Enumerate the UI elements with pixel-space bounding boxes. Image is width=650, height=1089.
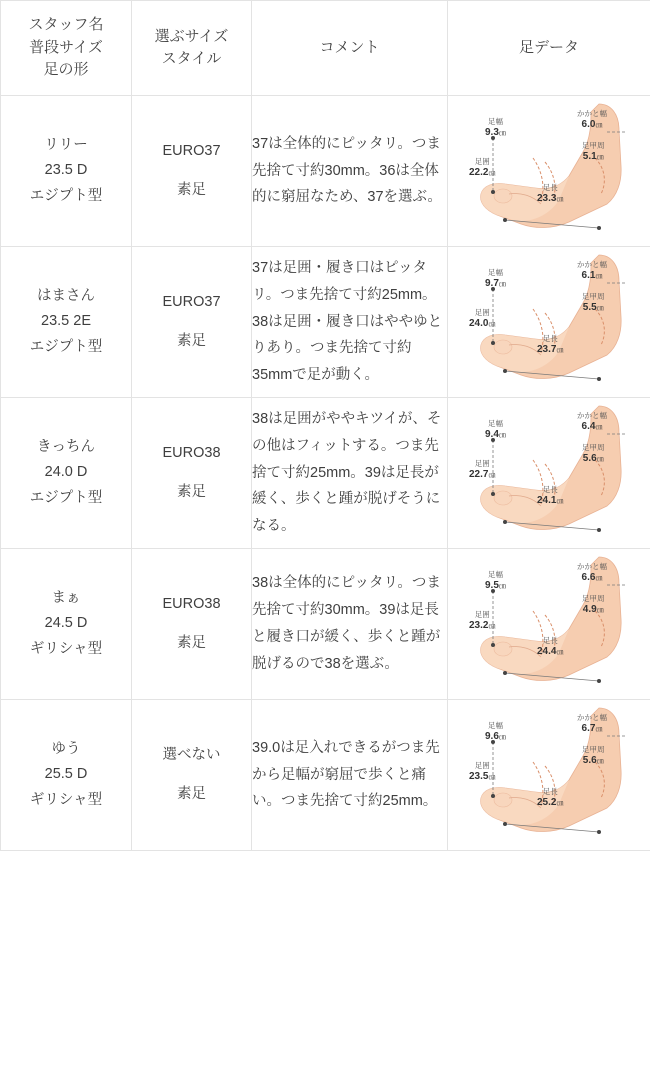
comment-cell: 37は全体的にピッタリ。つま先捨て寸約30mm。36は全体的に窮屈なため、37を選ぶ。 [252, 96, 448, 247]
measure-foot-circumference: 足囲 22.7㎝ [469, 459, 496, 480]
table-row [1, 700, 650, 851]
measure-instep-circumference: 足甲周 5.6㎝ [582, 443, 605, 464]
measure-foot-length: 足長 24.1㎝ [537, 485, 564, 506]
table-header-row [1, 1, 650, 96]
staff-cell: はまさん 23.5 2E エジプト型 [1, 247, 132, 398]
measure-heel-width: かかと幅 6.4㎝ [577, 411, 607, 432]
staff-cell: まぁ 24.5 D ギリシャ型 [1, 549, 132, 700]
table-row [1, 398, 650, 549]
comment-cell: 38は全体的にピッタリ。つま先捨て寸約30mm。39は足長と履き口が緩く、歩くと踵が脱げるので38を選ぶ。 [252, 549, 448, 700]
measure-foot-width: 足幅 9.4㎝ [485, 419, 506, 440]
header-size: 選ぶサイズ スタイル [132, 1, 252, 96]
header-comment: コメント [252, 1, 448, 96]
table-row [1, 96, 650, 247]
measure-instep-circumference: 足甲周 4.9㎝ [582, 594, 605, 615]
table-row [1, 549, 650, 700]
measure-heel-width: かかと幅 6.0㎝ [577, 109, 607, 130]
measure-foot-width: 足幅 9.5㎝ [485, 570, 506, 591]
header-staff: スタッフ名 普段サイズ 足の形 [1, 1, 132, 96]
measure-foot-width: 足幅 9.6㎝ [485, 721, 506, 742]
measure-instep-circumference: 足甲周 5.6㎝ [582, 745, 605, 766]
measure-heel-width: かかと幅 6.7㎝ [577, 713, 607, 734]
measure-foot-circumference: 足囲 23.5㎝ [469, 761, 496, 782]
foot-data-cell [448, 700, 650, 851]
size-cell: EURO37 素足 [132, 96, 252, 247]
comment-cell: 38は足囲がややキツイが、その他はフィットする。つま先捨て寸約25mm。39は足長が緩く、歩くと踵が脱げそうになる。 [252, 398, 448, 549]
table-row [1, 247, 650, 398]
size-gap [132, 768, 251, 782]
comment-cell: 39.0は足入れできるがつま先から足幅が窮屈で歩くと痛い。つま先捨て寸約25mm。 [252, 700, 448, 851]
measure-foot-length: 足長 23.3㎝ [537, 183, 564, 204]
size-gap [132, 315, 251, 329]
measure-foot-length: 足長 25.2㎝ [537, 787, 564, 808]
staff-cell: ゆう 25.5 D ギリシャ型 [1, 700, 132, 851]
size-gap [132, 617, 251, 631]
measure-heel-width: かかと幅 6.1㎝ [577, 260, 607, 281]
measure-foot-circumference: 足囲 24.0㎝ [469, 308, 496, 329]
size-cell: 選べない 素足 [132, 700, 252, 851]
measure-foot-width: 足幅 9.3㎝ [485, 117, 506, 138]
size-cell: EURO37 素足 [132, 247, 252, 398]
measure-foot-length: 足長 24.4㎝ [537, 636, 564, 657]
size-gap [132, 164, 251, 178]
foot-data-cell [448, 96, 650, 247]
measure-foot-length: 足長 23.7㎝ [537, 334, 564, 355]
size-cell: EURO38 素足 [132, 398, 252, 549]
header-foot-data: 足データ [448, 1, 650, 96]
measure-instep-circumference: 足甲周 5.1㎝ [582, 141, 605, 162]
staff-cell: リリー 23.5 D エジプト型 [1, 96, 132, 247]
foot-data-cell [448, 398, 650, 549]
foot-diagram [449, 247, 649, 397]
measure-foot-circumference: 足囲 23.2㎝ [469, 610, 496, 631]
foot-data-cell [448, 247, 650, 398]
staff-cell: きっちん 24.0 D エジプト型 [1, 398, 132, 549]
measure-foot-circumference: 足囲 22.2㎝ [469, 157, 496, 178]
measure-foot-width: 足幅 9.7㎝ [485, 268, 506, 289]
foot-diagram [449, 398, 649, 548]
comment-cell: 37は足囲・履き口はピッタリ。つま先捨て寸約25mm。38は足囲・履き口はややゆとりあり。つま先捨て寸約35mmで足が動く。 [252, 247, 448, 398]
measure-heel-width: かかと幅 6.6㎝ [577, 562, 607, 583]
size-cell: EURO38 素足 [132, 549, 252, 700]
foot-diagram [449, 700, 649, 850]
foot-data-cell [448, 549, 650, 700]
measure-instep-circumference: 足甲周 5.5㎝ [582, 292, 605, 313]
size-gap [132, 466, 251, 480]
foot-diagram [449, 549, 649, 699]
foot-diagram [449, 96, 649, 246]
